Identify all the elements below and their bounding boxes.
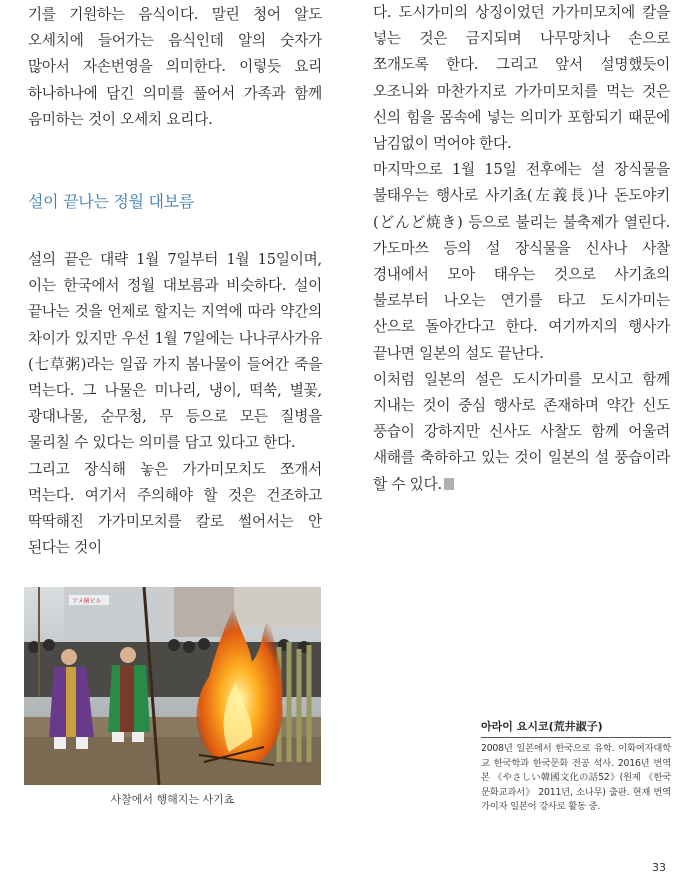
final-text: 이처럼 일본의 설은 도시가미를 모시고 함께 지내는 것이 중심 행사로 존재하며 약간 신도 풍습이 강하지만 신사도 사찰도 함께 어울려 새해를 축하하고 있는 것이 일본의 설 풍습이라 할 수 있다. <box>373 370 670 493</box>
author-name: 아라이 요시코(荒井淑子) <box>481 718 671 738</box>
body-paragraph-final <box>373 367 670 498</box>
body-paragraph: 마지막으로 1월 15일 전후에는 설 장식물을 불태우는 행사로 사기쵸(左義長)나 돈도야키(どんど焼き) 등으로 불리는 불축제가 열린다. 가도마쓰 등의 설 장식물을 신사나 사찰 경내에서 모아 태우는 것으로 사기쵸의 불로부터 나오는 연기를 타고 도시가미는 산으로 돌아간다고 한다. 여기까지의 행사가 끝나면 일본의 설도 끝난다. <box>373 161 670 362</box>
right-column <box>373 0 670 498</box>
end-mark-icon <box>444 478 454 490</box>
page-number: 33 <box>652 861 666 874</box>
festival-photo <box>24 587 321 785</box>
body-paragraph: 다. 도시가미의 상징이었던 가가미모치에 칼을 넣는 것은 금지되며 나무망치나 손으로 쪼개도록 한다. 그리고 앞서 설명했듯이 오조니와 마찬가지로 가가미모치를 먹는 것은 신의 힘을 몸속에 넣는 의미가 포함되기 때문에 남김없이 먹어야 한다. <box>373 4 670 153</box>
author-bio: 2008년 일본에서 한국으로 유학. 이화여자대학교 한국학과 한국문화 전공 석사. 2016년 번역본 《やさしい韓國文化の話52》(원제 《한국문화교과서》 2011년, 소나무) 출판. 현재 번역가이자 일본어 강사로 활동 중. <box>481 743 671 812</box>
section-heading: 설이 끝나는 정월 대보름 <box>28 192 194 211</box>
sagicho-fire-ritual-image <box>24 587 321 785</box>
body-paragraph: 설의 끝은 대략 1월 7일부터 1월 15일이며, 이는 한국에서 정월 대보름과 비슷하다. 설이 끝나는 것을 언제로 할지는 지역에 따라 약간의 차이가 있지만 우선 1월 7일에는 나나쿠사가유(七草粥)라는 일곱 가지 봄나물이 들어간 죽을 먹는다. 그 나물은 미나리, 냉이, 떡쑥, 별꽃, 광대나물, 순무청, 무 등으로 모든 질병을 물리칠 수 있다는 의미를 담고 있다고 한다. <box>28 251 322 452</box>
body-paragraph: 기를 기원하는 음식이다. 말린 청어 알도 오세치에 들어가는 음식인데 알의 숫자가 많아서 자손번영을 의미한다. 이렇듯 요리 하나하나에 담긴 의미를 풀어서 가족과 함께 음미하는 것이 오세치 요리다. <box>28 6 322 128</box>
left-column-continued <box>28 247 322 561</box>
photo-caption: 사찰에서 행해지는 사기쵸 <box>110 793 235 806</box>
body-paragraph: 그리고 장식해 놓은 가가미모치도 쪼개서 먹는다. 여기서 주의해야 할 것은 건조하고 딱딱해진 가가미모치를 칼로 썰어서는 안 된다는 것이 <box>28 460 322 557</box>
sign-text: アメ横ビル <box>72 598 102 605</box>
left-column <box>28 0 322 133</box>
author-box <box>481 718 671 815</box>
